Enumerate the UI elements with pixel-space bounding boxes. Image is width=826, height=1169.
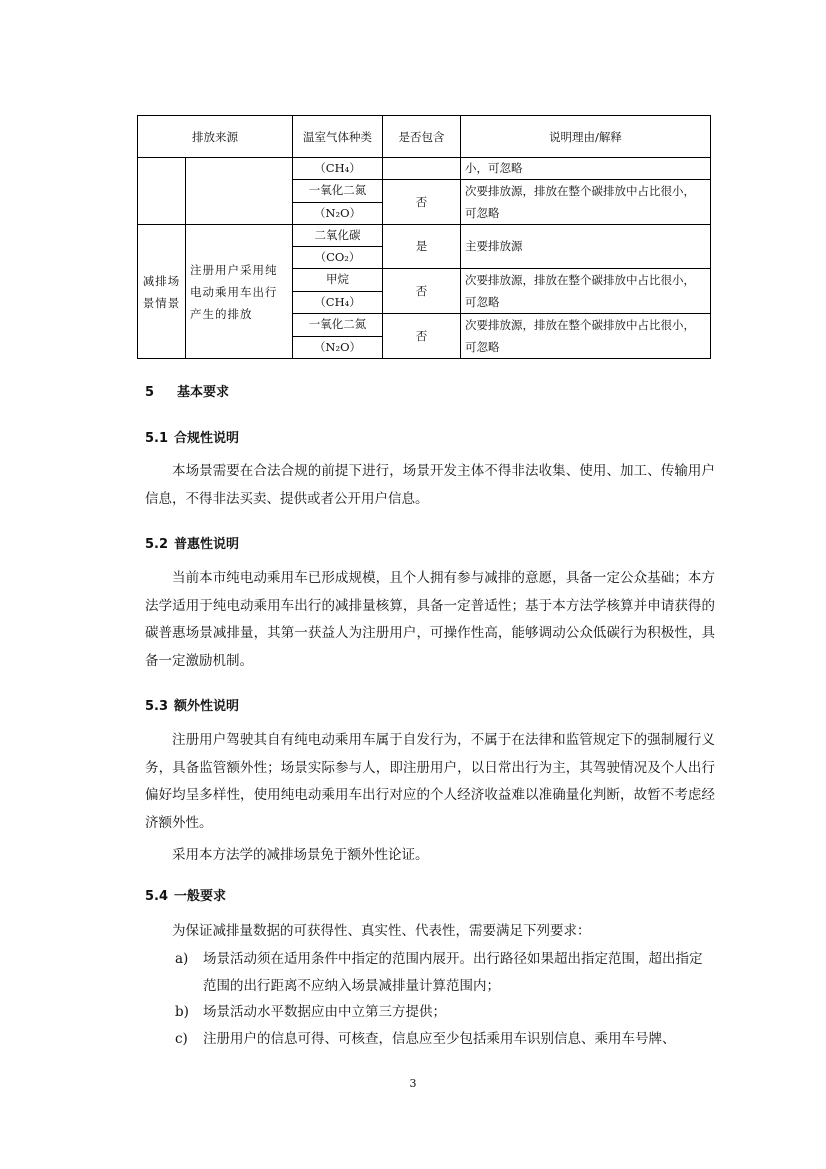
header-included: 是否包含 (383, 116, 461, 158)
list-item-text: 注册用户的信息可得、可核查，信息应至少包括乘用车识别信息、乘用车号牌、 (203, 1030, 676, 1047)
note-cell: 主要排放源 (461, 225, 711, 269)
gas-cell: 一氧化二氮 (293, 180, 383, 203)
header-source: 排放来源 (138, 116, 293, 158)
section-5-2-heading (145, 533, 239, 552)
section-number: 5.2 (145, 537, 169, 552)
include-cell (383, 158, 461, 180)
list-marker: a) (175, 951, 189, 967)
include-cell: 是 (383, 225, 461, 269)
note-cell: 次要排放源，排放在整个碳排放中占比很小，可忽略 (461, 180, 711, 225)
gas-cell: 甲烷 (293, 269, 383, 292)
include-cell: 否 (383, 314, 461, 359)
section-5-heading (145, 381, 229, 400)
empty-cell (138, 158, 186, 225)
list-item (145, 946, 715, 999)
table-row (138, 225, 711, 247)
empty-cell (186, 158, 293, 225)
list-item-text: 场景活动须在适用条件中指定的范围内展开。出行路径如果超出指定范围，超出指定范围的出行距离不应纳入场景减排量计算范围内； (203, 951, 703, 994)
gas-cell: （CH₄） (293, 158, 383, 180)
gas-cell: 一氧化二氮 (293, 314, 383, 337)
note-cell: 小，可忽略 (461, 158, 711, 180)
section-title: 基本要求 (177, 385, 230, 400)
requirements-list (145, 946, 715, 1052)
gas-cell: （CO₂） (293, 247, 383, 269)
section-5-4-heading (145, 885, 226, 904)
section-title: 额外性说明 (174, 699, 240, 714)
section-5-1-heading (145, 427, 239, 446)
section-number: 5.4 (145, 889, 169, 904)
table-row (138, 158, 711, 180)
section-title: 普惠性说明 (174, 537, 240, 552)
section-number: 5.1 (145, 431, 169, 446)
header-gas-type: 温室气体种类 (293, 116, 383, 158)
table-header-row (138, 116, 711, 158)
paragraph: 注册用户驾驶其自有纯电动乘用车属于自发行为，不属于在法律和监管规定下的强制履行义务，具备监管额外性；场景实际参与人，即注册用户，以日常出行为主，其驾驶情况及个人出行偏好均呈多样性，使用纯电动乘用车出行对应的个人经济收益难以准确量化判断，故暂不考虑经济额外性。 (145, 732, 715, 831)
header-explanation: 说明理由/解释 (461, 116, 711, 158)
gas-cell: （CH₄） (293, 291, 383, 314)
gas-cell: （N₂O） (293, 336, 383, 359)
scenario-label-cell: 减排场景情景 (138, 225, 186, 359)
paragraph: 当前本市纯电动乘用车已形成规模，且个人拥有参与减排的意愿，具备一定公众基础；本方法学适用于纯电动乘用车出行的减排量核算，具备一定普适性；基于本方法学核算并申请获得的碳普惠场景减排量，其第一获益人为注册用户，可操作性高，能够调动公众低碳行为积极性，具备一定激励机制。 (145, 570, 715, 669)
list-item (145, 1026, 715, 1053)
note-cell: 次要排放源，排放在整个碳排放中占比很小，可忽略 (461, 269, 711, 314)
list-item (145, 999, 715, 1026)
list-marker: b) (175, 1004, 189, 1020)
include-cell: 否 (383, 180, 461, 225)
section-title: 一般要求 (174, 889, 227, 904)
section-5-3-heading (145, 695, 239, 714)
section-number: 5.3 (145, 699, 169, 714)
include-cell: 否 (383, 269, 461, 314)
section-number: 5 (145, 385, 155, 400)
section-title: 合规性说明 (174, 431, 240, 446)
scenario-source-cell: 注册用户采用纯电动乘用车出行产生的排放 (186, 225, 293, 359)
list-marker: c) (175, 1030, 188, 1047)
note-cell: 次要排放源，排放在整个碳排放中占比很小，可忽略 (461, 314, 711, 359)
page-number: 3 (409, 1077, 417, 1090)
paragraph: 为保证减排量数据的可获得性、真实性、代表性，需要满足下列要求： (172, 923, 591, 939)
gas-cell: （N₂O） (293, 202, 383, 225)
paragraph: 采用本方法学的减排场景免于额外性论证。 (172, 847, 429, 863)
paragraph: 本场景需要在合法合规的前提下进行，场景开发主体不得非法收集、使用、加工、传输用户信息，不得非法买卖、提供或者公开用户信息。 (145, 463, 715, 507)
gas-cell: 二氧化碳 (293, 225, 383, 247)
emission-sources-table (137, 115, 711, 359)
list-item-text: 场景活动水平数据应由中立第三方提供； (203, 1004, 446, 1020)
